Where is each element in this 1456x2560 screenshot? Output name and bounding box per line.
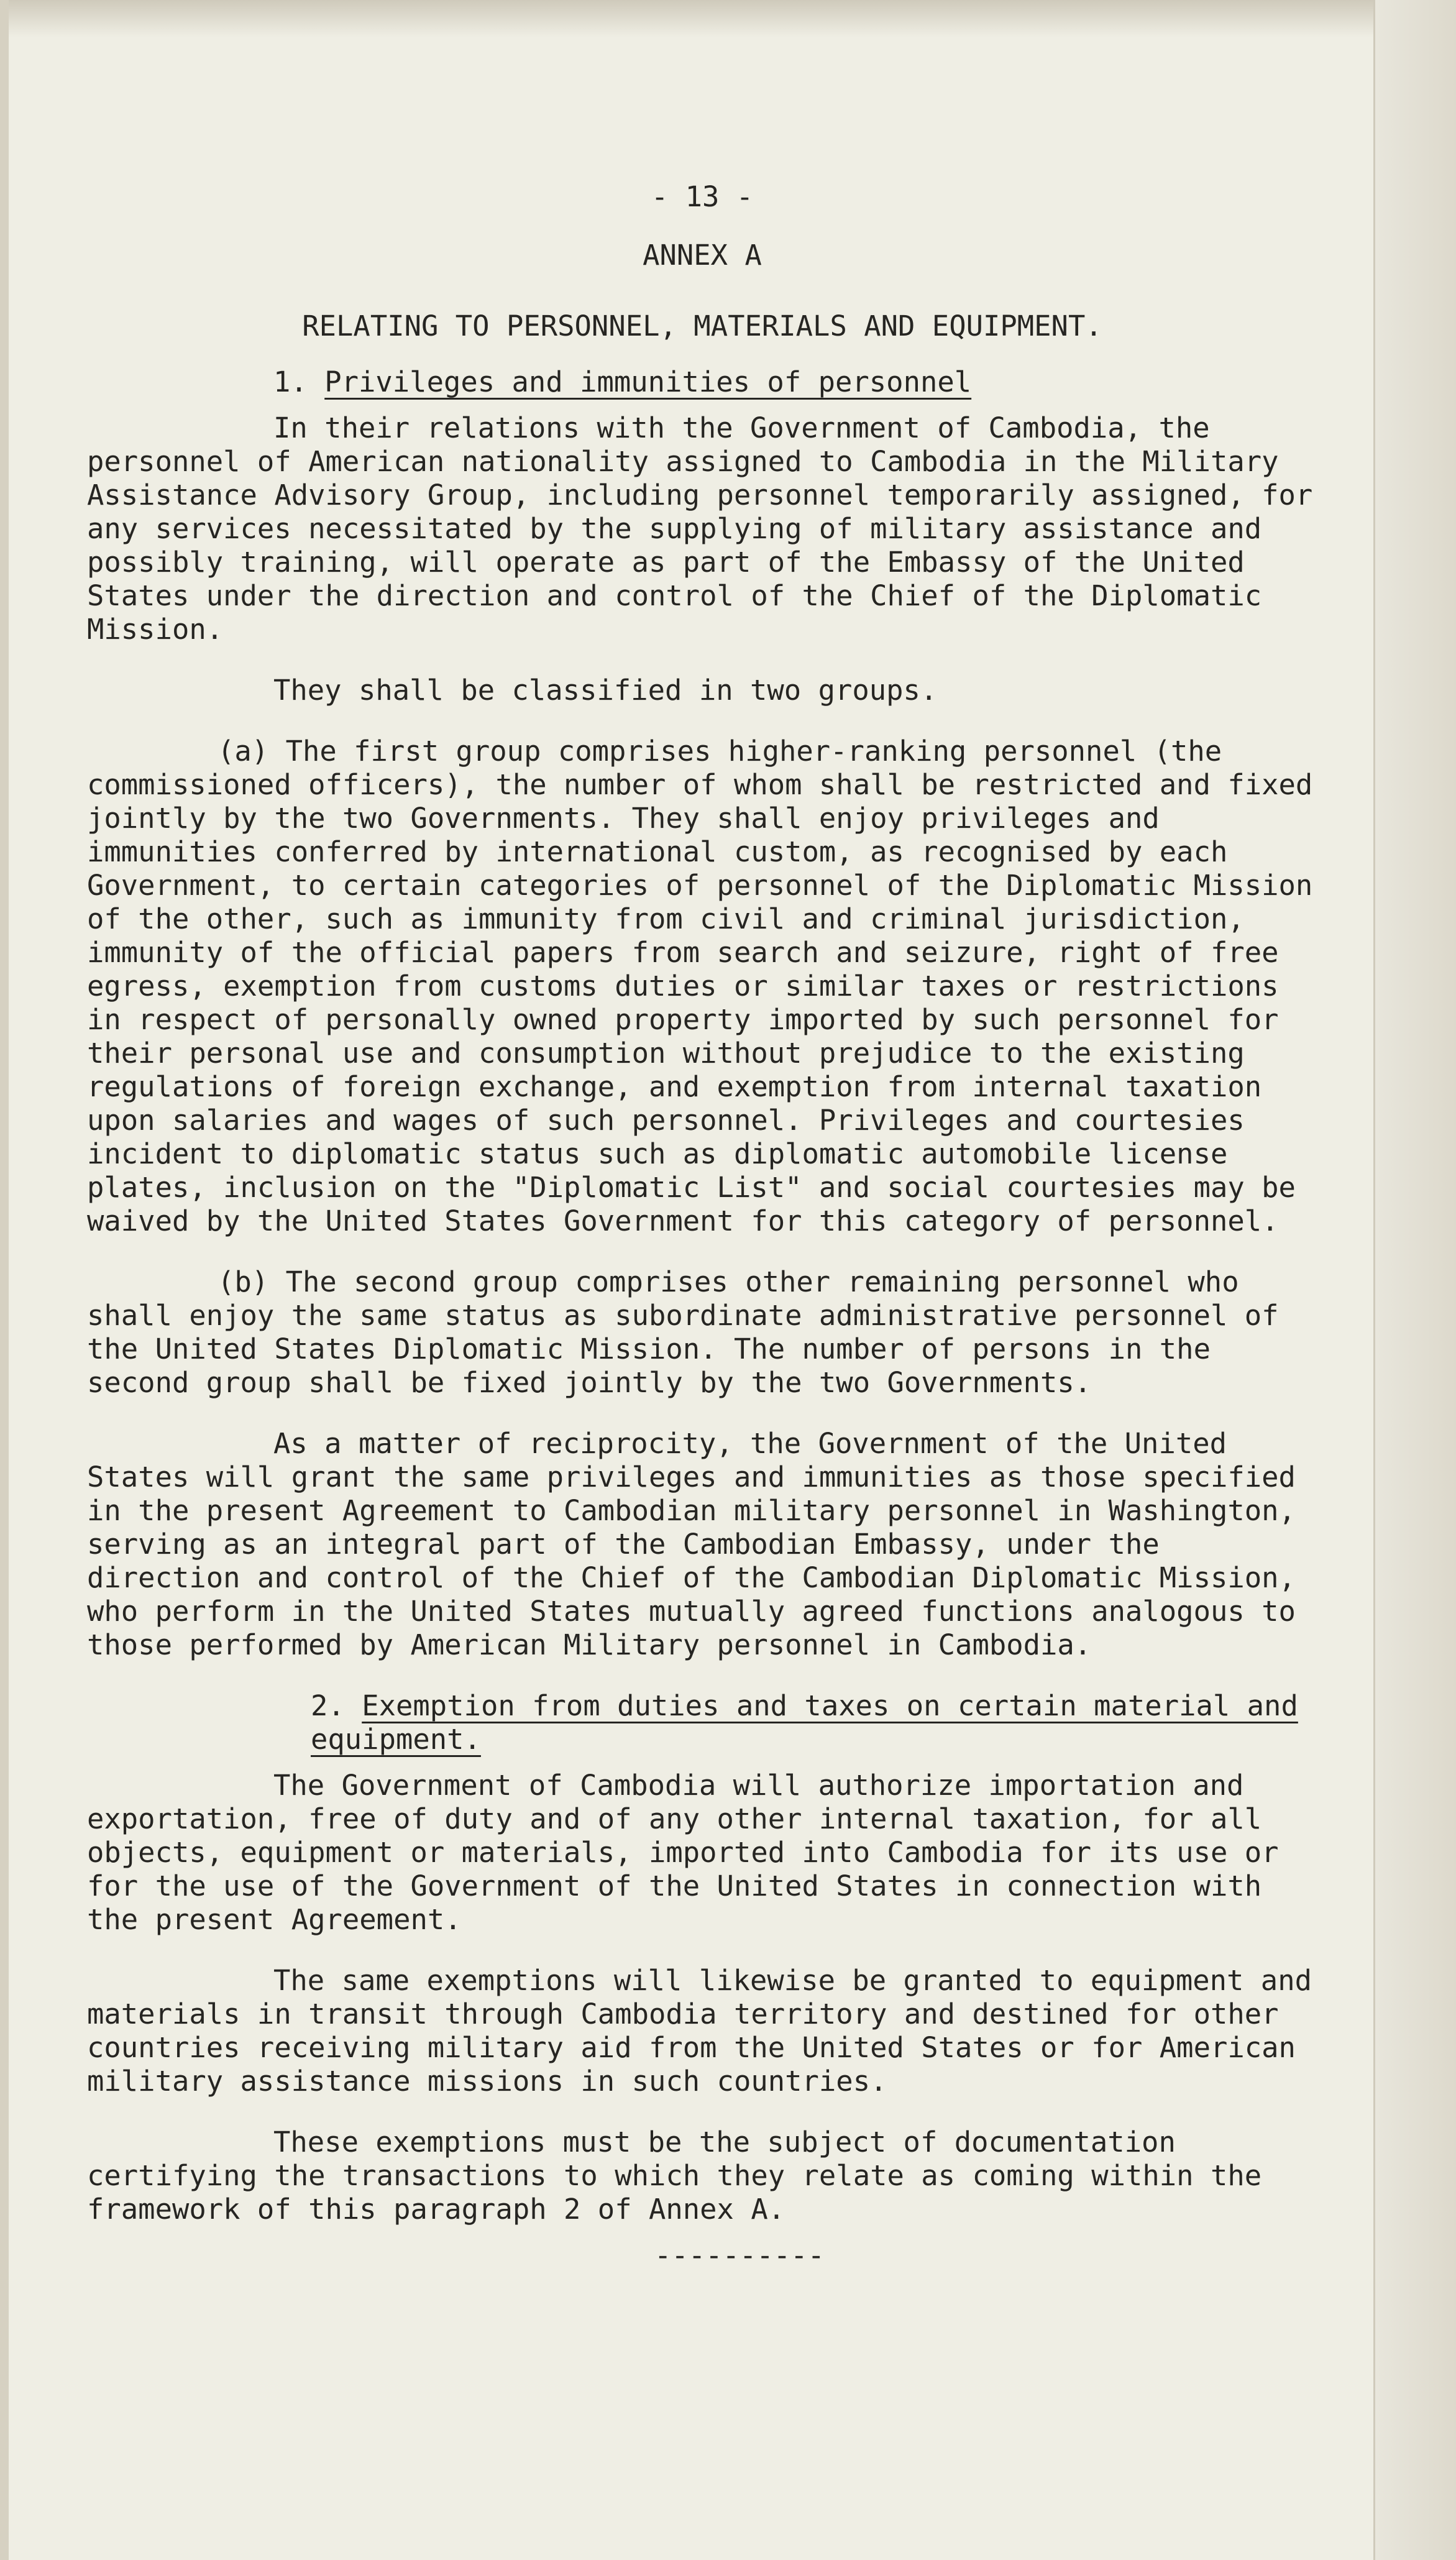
- annex-heading: RELATING TO PERSONNEL, MATERIALS AND EQUIPMENT.: [302, 310, 1102, 342]
- section-1-paragraph-1: In their relations with the Government of Cambodia, the personnel of American nationality assigned to Cambodia in the Military Assistance Advisory Group, including personnel temporarily assigned, for any services necessitated by the supplying of military assistance and possibly training, will operate as part of the Embassy of the United States under the direction and control of the Chief of the Diplomatic Mission.: [87, 411, 1313, 646]
- document-body: [87, 180, 1317, 2272]
- page-number: - 13 -: [651, 180, 754, 213]
- section-2-title: [87, 1689, 1317, 1756]
- annex-title: ANNEX A: [643, 239, 762, 272]
- section-1-item-a: (a) The first group comprises higher-ranking personnel (the commissioned officers), the number of whom shall be restricted and fixed jointly by the two Governments. They shall enjoy privileges and immunities conferred by international custom, as recognised by each Government, to certain categories of personnel of the Diplomatic Mission of the other, such as immunity from civil and criminal jurisdiction, immunity of the official papers from search and seizure, right of free egress, exemption from customs duties or similar taxes or restrictions in respect of personally owned property imported by such personnel for their personal use and consumption without prejudice to the existing regulations of foreign exchange, and exemption from internal taxation upon salaries and wages of such personnel. Privileges and courtesies incident to diplomatic status such as diplomatic automobile license plates, inclusion on the "Diplomatic List" and social courtesies may be waived by the United States Government for this category of personnel.: [87, 735, 1313, 1237]
- section-1-title: [87, 365, 1317, 399]
- page-left-edge: [0, 0, 9, 2560]
- section-1-title-text: Privileges and immunities of personnel: [324, 365, 972, 398]
- section-1-reciprocity: As a matter of reciprocity, the Government of the United States will grant the same privileges and immunities as those specified in the present Agreement to Cambodian military personnel in Washington, serving as an integral part of the Cambodian Embassy, under the direction and control of the Chief of the Cambodian Diplomatic Mission, who perform in the United States mutually agreed functions analogous to those performed by American Military personnel in Cambodia.: [87, 1427, 1296, 1661]
- page-top-shadow: [0, 0, 1456, 37]
- section-2-title-text: Exemption from duties and taxes on certain material and equipment.: [311, 1689, 1298, 1756]
- section-1-item-b: (b) The second group comprises other remaining personnel who shall enjoy the same status as subordinate administrative personnel of the United States Diplomatic Mission. The number of persons in the second group shall be fixed jointly by the two Governments.: [87, 1265, 1279, 1399]
- section-2-paragraph-1: The Government of Cambodia will authorize importation and exportation, free of duty and of any other internal taxation, for all objects, equipment or materials, imported into Cambodia for its use or for the use of the Government of the United States in connection with the present Agreement.: [87, 1769, 1279, 1936]
- section-1-number: 1.: [273, 365, 308, 398]
- section-2-number: 2.: [311, 1689, 345, 1722]
- end-mark: ----------: [654, 2239, 825, 2272]
- page-right-edge: [1373, 0, 1456, 2560]
- section-2-paragraph-2: The same exemptions will likewise be granted to equipment and materials in transit through Cambodia territory and destined for other countries receiving military aid from the United States or for American military assistance missions in such countries.: [87, 1964, 1312, 2098]
- section-1-paragraph-2: They shall be classified in two groups.: [273, 674, 938, 707]
- section-2-paragraph-3: These exemptions must be the subject of documentation certifying the transactions to which they relate as coming within the framework of this paragraph 2 of Annex A.: [87, 2126, 1262, 2226]
